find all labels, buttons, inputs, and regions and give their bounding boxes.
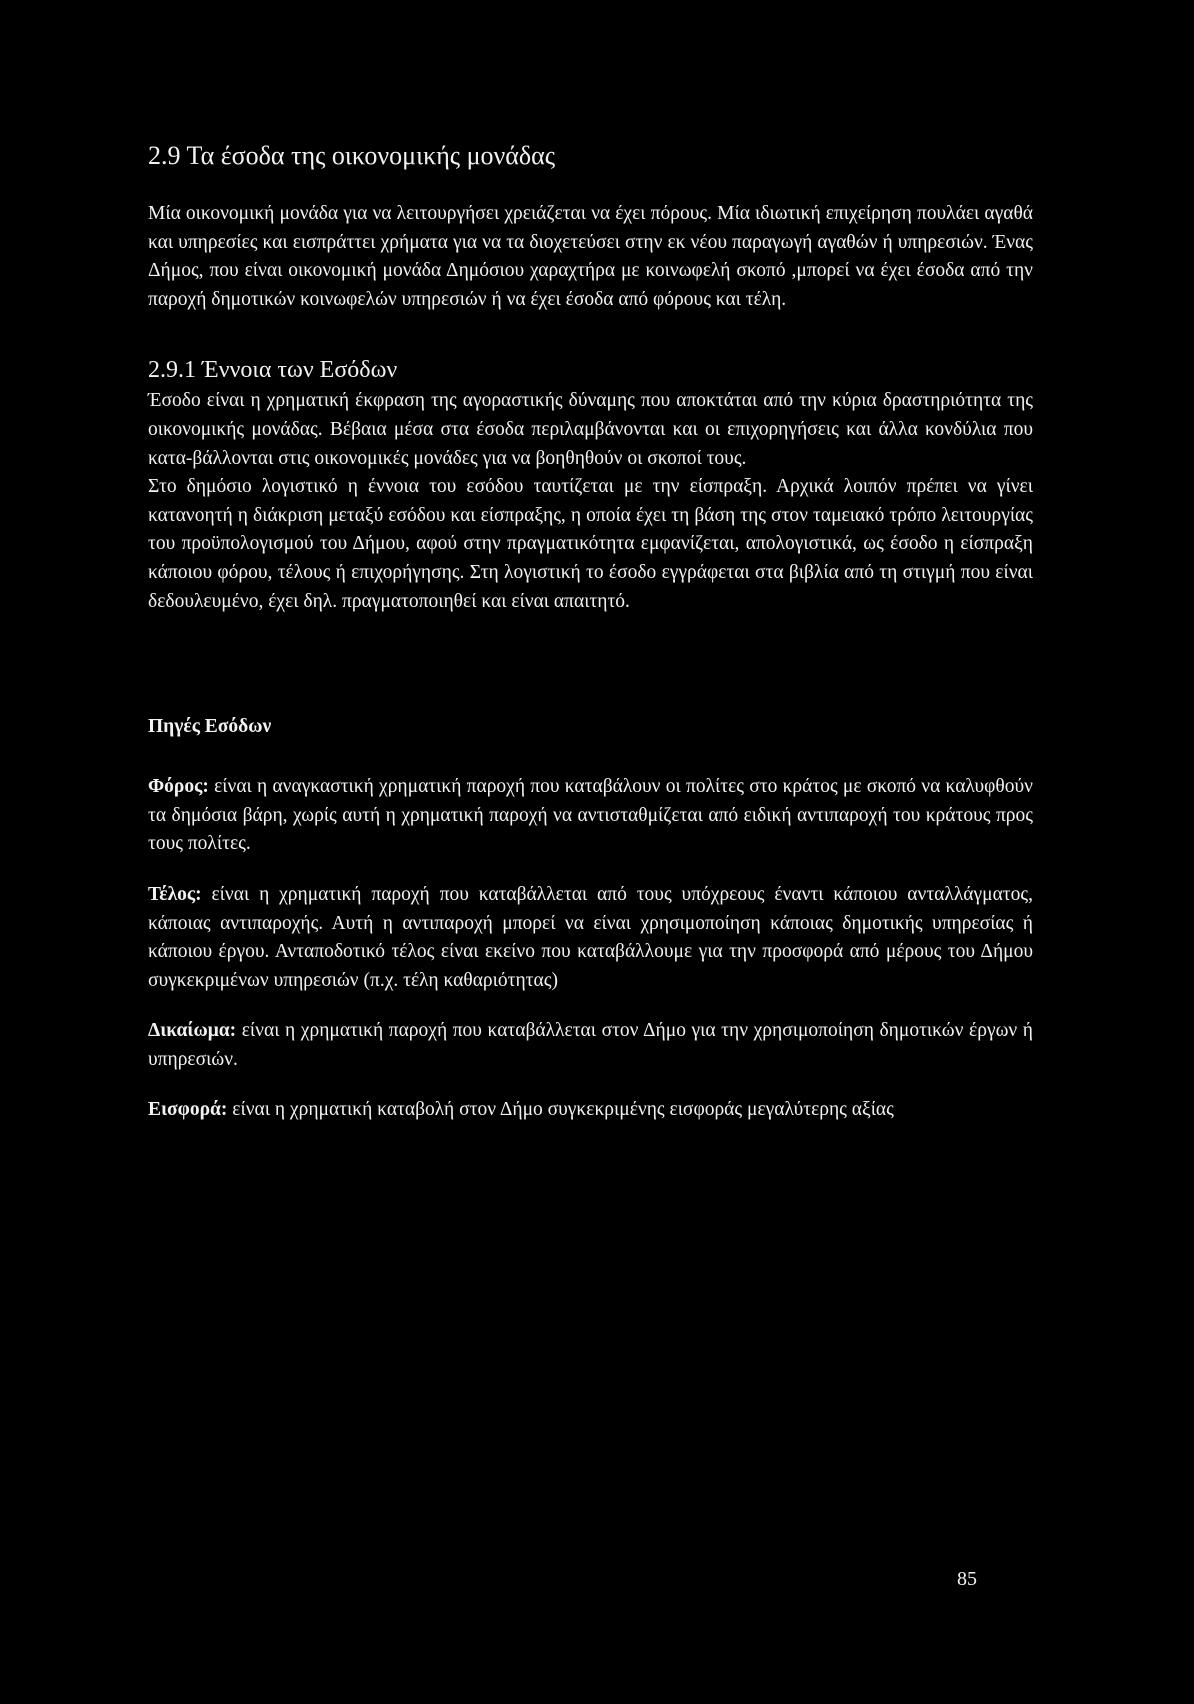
term-text: είναι η χρηματική παροχή που καταβάλλεται από τους υπόχρεους έναντι κάποιου ανταλλάγματος, κάποιας αντιπαροχής. Αυτή η αντιπαροχή μπορεί να είναι χρησιμοποίηση κάποιας δημοτικής υπηρεσίας ή κάποιου έργου. Ανταποδοτικό τέλος είναι εκείνο που καταβάλλουμε για την προσφορά από μέρους του Δήμου συγκεκριμένων υπηρεσιών (π.χ. τέλη καθαριότητας)	[148, 883, 1033, 991]
definition-right	[148, 1017, 1033, 1074]
sources-heading: Πηγές Εσόδων	[148, 716, 272, 738]
term-text: είναι η χρηματική παροχή που καταβάλλεται στον Δήμο για την χρησιμοποίηση δημοτικών έργων ή υπηρεσιών.	[148, 1020, 1033, 1070]
concept-paragraph-1: Έσοδο είναι η χρηματική έκφραση της αγοραστικής δύναμης που αποκτάται από την κύρια δραστηριότητα της οικονομικής μονάδας. Βέβαια μέσα στα έσοδα περιλαμβάνονται και οι επιχορηγήσεις και άλλα κονδύλια που κατα-βάλλονται στις οικονομικές μονάδες για να βοηθηθούν οι σκοποί τους.	[148, 390, 1033, 469]
section-heading: 2.9 Τα έσοδα της οικονομικής μονάδας	[148, 141, 556, 170]
term-label: Τέλος:	[148, 883, 202, 905]
concept-paragraph-2: Στο δημόσιο λογιστικό η έννοια του εσόδου ταυτίζεται με την είσπραξη. Αρχικά λοιπόν πρέπει να γίνει κατανοητή η διάκριση μεταξύ εσόδου και είσπραξης, η οποία έχει τη βάση της στον ταμειακό τρόπο λειτουργίας του προϋπολογισμού του Δήμου, αφού στην πραγματικότητα εμφανίζεται, απολογιστικά, ως έσοδο η είσπραξη κάποιου φόρου, τέλους ή επιχορήγησης. Στη λογιστική το έσοδο εγγράφεται στα βιβλία από τη στιγμή που είναι δεδουλευμένο, έχει δηλ. πραγματοποιηθεί και είναι απαιτητό.	[148, 476, 1033, 612]
definition-tax	[148, 773, 1033, 859]
document-page	[148, 140, 1033, 1147]
term-label: Φόρος:	[148, 776, 209, 798]
definition-fee	[148, 881, 1033, 995]
intro-paragraph: Μία οικονομική μονάδα για να λειτουργήσει χρειάζεται να έχει πόρους. Μία ιδιωτική επιχείρηση πουλάει αγαθά και υπηρεσίες και εισπράττει χρήματα για να τα διοχετεύσει στην εκ νέου παραγωγή αγαθών ή υπηρεσιών. Ένας Δήμος, που είναι οικονομική μονάδα Δημόσιου χαραχτήρα με κοινωφελή σκοπό ,μπορεί να έχει έσοδα από την παροχή δημοτικών κοινωφελών υπηρεσιών ή να έχει έσοδα από φόρους και τέλη.	[148, 203, 1033, 310]
term-text: είναι η χρηματική καταβολή στον Δήμο συγκεκριμένης εισφοράς μεγαλύτερης αξίας	[227, 1099, 894, 1121]
page-number: 85	[957, 1568, 977, 1590]
term-label: Δικαίωμα:	[148, 1020, 237, 1042]
term-label: Εισφορά:	[148, 1099, 228, 1121]
term-text: είναι η αναγκαστική χρηματική παροχή που καταβάλουν οι πολίτες στο κράτος με σκοπό να καλυφθούν τα δημόσια βάρη, χωρίς αυτή η χρηματική παροχή να αντισταθμίζεται από ειδική αντιπαροχή του κράτους προς τους πολίτες.	[148, 776, 1033, 855]
subsection-heading: 2.9.1 Έννοια των Εσόδων	[148, 357, 398, 384]
definition-contribution	[148, 1096, 1033, 1125]
